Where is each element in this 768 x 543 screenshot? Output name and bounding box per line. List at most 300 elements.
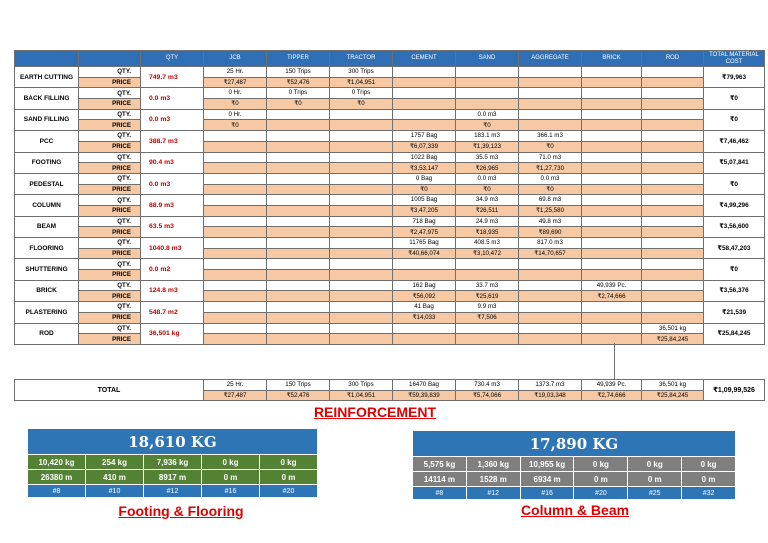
material-price-cell xyxy=(582,312,642,323)
item-quantity: 88.9 m3 xyxy=(141,195,204,216)
material-price-cell xyxy=(582,163,642,174)
rebar-length: 0 m xyxy=(202,470,260,485)
material-price-cell xyxy=(204,141,267,152)
item-quantity: 1040.8 m3 xyxy=(141,238,204,259)
material-qty-cell xyxy=(267,238,330,249)
item-name: PCC xyxy=(15,131,79,152)
material-qty-cell: 0.0 m3 xyxy=(456,109,519,120)
total-cell: 300 Trips xyxy=(330,380,393,391)
material-price-cell: ₹14,70,657 xyxy=(519,248,582,259)
material-price-cell xyxy=(519,312,582,323)
material-price-cell xyxy=(582,99,642,110)
rebar-diameter: #16 xyxy=(202,485,260,498)
row-total-cost: ₹7,46,462 xyxy=(704,131,765,152)
material-price-cell xyxy=(393,77,456,88)
item-name: SAND FILLING xyxy=(15,109,79,130)
item-qty-row xyxy=(15,302,765,313)
item-name: PLASTERING xyxy=(15,302,79,323)
material-price-cell: ₹1,27,730 xyxy=(519,163,582,174)
item-price-row xyxy=(15,163,765,174)
material-qty-cell xyxy=(642,152,704,163)
price-label: PRICE xyxy=(79,141,141,152)
item-quantity: 749.7 m3 xyxy=(141,67,204,88)
price-label: PRICE xyxy=(79,334,141,345)
qty-label: QTY. xyxy=(79,195,141,206)
item-price-row xyxy=(15,205,765,216)
item-name: BACK FILLING xyxy=(15,88,79,109)
material-price-cell xyxy=(204,291,267,302)
item-quantity: 124.8 m3 xyxy=(141,280,204,301)
material-qty-cell xyxy=(267,173,330,184)
material-qty-cell xyxy=(204,216,267,227)
material-price-cell xyxy=(582,77,642,88)
item-quantity: 548.7 m2 xyxy=(141,302,204,323)
material-price-cell: ₹3,47,205 xyxy=(393,205,456,216)
rebar-length: 0 m xyxy=(260,470,318,485)
material-qty-cell xyxy=(582,109,642,120)
material-qty-cell xyxy=(582,88,642,99)
rebar-diameter: #25 xyxy=(628,487,682,500)
material-price-cell xyxy=(330,163,393,174)
material-price-cell: ₹6,07,339 xyxy=(393,141,456,152)
col-header-rod: ROD xyxy=(642,51,704,67)
rebar-length: 1528 m xyxy=(466,472,520,487)
material-price-cell xyxy=(642,120,704,131)
material-qty-cell: 0 Trips xyxy=(330,88,393,99)
item-qty-row xyxy=(15,131,765,142)
material-price-cell xyxy=(393,120,456,131)
rebar-diameter: #8 xyxy=(413,487,467,500)
column-beam-caption: Column & Beam xyxy=(520,502,630,518)
footing-flooring-rebar-table xyxy=(27,428,318,498)
material-qty-cell xyxy=(267,259,330,270)
total-price-cell: ₹5,74,066 xyxy=(456,390,519,401)
item-price-row xyxy=(15,270,765,281)
material-price-cell xyxy=(330,312,393,323)
row-total-cost: ₹4,99,296 xyxy=(704,195,765,216)
material-qty-cell xyxy=(393,109,456,120)
qty-label: QTY. xyxy=(79,259,141,270)
item-price-row xyxy=(15,141,765,152)
material-price-cell xyxy=(267,163,330,174)
total-price-cell: ₹2,74,666 xyxy=(582,390,642,401)
material-price-cell xyxy=(267,141,330,152)
item-qty-row xyxy=(15,195,765,206)
item-price-row xyxy=(15,334,765,345)
item-qty-row xyxy=(15,173,765,184)
material-price-cell xyxy=(204,312,267,323)
material-price-cell: ₹56,092 xyxy=(393,291,456,302)
material-qty-cell xyxy=(582,131,642,142)
row-total-cost: ₹25,84,245 xyxy=(704,323,765,344)
material-qty-cell: 69.8 m3 xyxy=(519,195,582,206)
item-price-row xyxy=(15,184,765,195)
rebar-length: 0 m xyxy=(628,472,682,487)
material-qty-cell: 817.0 m3 xyxy=(519,238,582,249)
material-qty-cell xyxy=(642,195,704,206)
total-cell: 49,939 Pc. xyxy=(582,380,642,391)
material-qty-cell xyxy=(582,216,642,227)
item-price-row xyxy=(15,291,765,302)
material-price-cell xyxy=(519,120,582,131)
qty-label: QTY. xyxy=(79,131,141,142)
material-qty-cell xyxy=(456,323,519,334)
price-label: PRICE xyxy=(79,205,141,216)
material-price-cell xyxy=(330,184,393,195)
material-qty-cell: 34.9 m3 xyxy=(456,195,519,206)
total-cell: 150 Trips xyxy=(267,380,330,391)
material-qty-cell: 36,501 kg xyxy=(642,323,704,334)
material-qty-cell xyxy=(204,131,267,142)
material-qty-cell xyxy=(582,173,642,184)
material-price-cell xyxy=(267,291,330,302)
material-qty-cell xyxy=(204,195,267,206)
price-label: PRICE xyxy=(79,184,141,195)
total-cell: 16470 Bag xyxy=(393,380,456,391)
material-price-cell xyxy=(642,184,704,195)
rebar-length: 8917 m xyxy=(144,470,202,485)
price-label: PRICE xyxy=(79,291,141,302)
total-price-cell: ₹25,84,245 xyxy=(642,390,704,401)
material-price-cell xyxy=(642,141,704,152)
material-qty-cell xyxy=(642,259,704,270)
material-qty-cell xyxy=(267,323,330,334)
material-price-cell: ₹27,487 xyxy=(204,77,267,88)
rebar-weight: 1,360 kg xyxy=(466,457,520,472)
material-qty-cell: 11765 Bag xyxy=(393,238,456,249)
item-name: EARTH CUTTING xyxy=(15,67,79,88)
item-qty-row xyxy=(15,109,765,120)
total-price-cell: ₹1,04,951 xyxy=(330,390,393,401)
col-header-jcb: JCB xyxy=(204,51,267,67)
item-name: FOOTING xyxy=(15,152,79,173)
col-header-cement: CEMENT xyxy=(393,51,456,67)
rebar-length: 410 m xyxy=(86,470,144,485)
rebar-diameter: #20 xyxy=(260,485,318,498)
material-qty-cell xyxy=(330,259,393,270)
item-qty-row xyxy=(15,323,765,334)
material-price-cell: ₹3,10,472 xyxy=(456,248,519,259)
item-qty-row xyxy=(15,216,765,227)
material-qty-cell: 366.1 m3 xyxy=(519,131,582,142)
material-qty-cell xyxy=(204,280,267,291)
item-price-row xyxy=(15,312,765,323)
material-qty-cell xyxy=(642,302,704,313)
col-header-item xyxy=(15,51,79,67)
rod-connector-line xyxy=(614,343,615,379)
row-total-cost: ₹58,47,203 xyxy=(704,238,765,259)
rebar-weight: 0 kg xyxy=(202,455,260,470)
rebar-length: 6934 m xyxy=(520,472,574,487)
item-name: SHUTTERING xyxy=(15,259,79,280)
material-price-cell xyxy=(330,248,393,259)
material-qty-cell xyxy=(330,152,393,163)
material-price-cell xyxy=(204,334,267,345)
material-price-cell: ₹1,25,580 xyxy=(519,205,582,216)
rebar-weight: 7,936 kg xyxy=(144,455,202,470)
grand-total: ₹1,09,99,526 xyxy=(704,380,765,401)
rebar-weight: 10,420 kg xyxy=(28,455,86,470)
row-total-cost: ₹3,56,600 xyxy=(704,216,765,237)
item-qty-row xyxy=(15,259,765,270)
rebar-weight: 10,955 kg xyxy=(520,457,574,472)
material-qty-cell: 1005 Bag xyxy=(393,195,456,206)
qty-label: QTY. xyxy=(79,216,141,227)
material-price-cell xyxy=(204,227,267,238)
material-qty-cell: 49,939 Pc. xyxy=(582,280,642,291)
material-qty-cell: 24.9 m3 xyxy=(456,216,519,227)
row-total-cost: ₹0 xyxy=(704,173,765,194)
footing-flooring-total-weight: 18,610 KG xyxy=(28,429,318,455)
rebar-length: 0 m xyxy=(682,472,736,487)
material-price-cell: ₹14,033 xyxy=(393,312,456,323)
material-price-cell: ₹26,511 xyxy=(456,205,519,216)
material-qty-cell: 35.5 m3 xyxy=(456,152,519,163)
price-label: PRICE xyxy=(79,227,141,238)
material-price-cell xyxy=(642,205,704,216)
material-qty-cell xyxy=(519,109,582,120)
material-price-cell xyxy=(330,227,393,238)
material-qty-cell: 49.8 m3 xyxy=(519,216,582,227)
rebar-weight: 254 kg xyxy=(86,455,144,470)
col-header-type xyxy=(79,51,141,67)
price-label: PRICE xyxy=(79,163,141,174)
material-price-cell xyxy=(330,291,393,302)
price-label: PRICE xyxy=(79,99,141,110)
qty-label: QTY. xyxy=(79,302,141,313)
material-price-cell xyxy=(642,270,704,281)
material-price-cell xyxy=(393,334,456,345)
row-total-cost: ₹0 xyxy=(704,259,765,280)
material-qty-cell xyxy=(582,67,642,78)
material-qty-cell xyxy=(519,259,582,270)
material-price-cell xyxy=(519,77,582,88)
material-qty-cell xyxy=(267,280,330,291)
material-qty-cell xyxy=(519,280,582,291)
material-price-cell xyxy=(519,270,582,281)
totals-qty-row xyxy=(15,380,765,391)
material-price-cell: ₹25,619 xyxy=(456,291,519,302)
material-price-cell xyxy=(642,163,704,174)
material-price-cell xyxy=(330,141,393,152)
qty-label: QTY. xyxy=(79,280,141,291)
total-price-cell: ₹59,39,839 xyxy=(393,390,456,401)
rebar-diameter: #12 xyxy=(466,487,520,500)
material-price-cell: ₹0 xyxy=(393,184,456,195)
material-price-cell: ₹0 xyxy=(330,99,393,110)
column-beam-rebar-table xyxy=(412,430,736,500)
material-price-cell xyxy=(267,184,330,195)
material-price-cell: ₹2,74,666 xyxy=(582,291,642,302)
item-quantity: 0.0 m2 xyxy=(141,259,204,280)
material-qty-cell xyxy=(330,195,393,206)
material-qty-cell: 300 Trips xyxy=(330,67,393,78)
material-qty-cell xyxy=(267,109,330,120)
material-price-cell: ₹52,476 xyxy=(267,77,330,88)
material-qty-cell: 0 Hr. xyxy=(204,88,267,99)
material-price-cell xyxy=(330,205,393,216)
item-quantity: 0.0 m3 xyxy=(141,88,204,109)
material-price-cell: ₹0 xyxy=(456,184,519,195)
rebar-weight: 0 kg xyxy=(682,457,736,472)
material-price-cell xyxy=(519,99,582,110)
item-name: ROD xyxy=(15,323,79,344)
material-qty-cell xyxy=(519,302,582,313)
item-price-row xyxy=(15,248,765,259)
col-header-tipper: TIPPER xyxy=(267,51,330,67)
material-qty-cell xyxy=(519,323,582,334)
material-qty-cell: 1757 Bag xyxy=(393,131,456,142)
material-qty-cell xyxy=(267,216,330,227)
material-qty-cell xyxy=(330,302,393,313)
material-qty-cell: 0 Hr. xyxy=(204,109,267,120)
rebar-weight: 5,575 kg xyxy=(413,457,467,472)
material-qty-cell xyxy=(519,67,582,78)
material-price-cell: ₹0 xyxy=(519,184,582,195)
material-price-cell: ₹40,66,074 xyxy=(393,248,456,259)
material-price-cell xyxy=(330,120,393,131)
header-row xyxy=(15,51,765,67)
qty-label: QTY. xyxy=(79,173,141,184)
material-price-cell xyxy=(204,184,267,195)
material-price-cell: ₹0 xyxy=(267,99,330,110)
material-qty-cell xyxy=(267,195,330,206)
row-total-cost: ₹0 xyxy=(704,88,765,109)
price-label: PRICE xyxy=(79,120,141,131)
material-price-cell xyxy=(267,270,330,281)
material-qty-cell xyxy=(330,216,393,227)
item-name: BEAM xyxy=(15,216,79,237)
material-price-cell: ₹26,965 xyxy=(456,163,519,174)
totals-label: TOTAL xyxy=(15,380,204,401)
qty-label: QTY. xyxy=(79,67,141,78)
total-price-cell: ₹19,03,348 xyxy=(519,390,582,401)
estimate-table xyxy=(14,50,765,345)
material-qty-cell xyxy=(267,152,330,163)
material-qty-cell xyxy=(330,131,393,142)
rebar-weight: 0 kg xyxy=(260,455,318,470)
material-price-cell xyxy=(456,99,519,110)
material-qty-cell xyxy=(642,88,704,99)
material-price-cell xyxy=(582,184,642,195)
qty-label: QTY. xyxy=(79,109,141,120)
price-label: PRICE xyxy=(79,312,141,323)
material-price-cell xyxy=(582,205,642,216)
material-qty-cell xyxy=(642,238,704,249)
material-qty-cell: 0.0 m3 xyxy=(456,173,519,184)
material-qty-cell: 0 Trips xyxy=(267,88,330,99)
material-price-cell: ₹89,690 xyxy=(519,227,582,238)
rebar-weight: 0 kg xyxy=(628,457,682,472)
item-quantity: 90.4 m3 xyxy=(141,152,204,173)
material-price-cell: ₹0 xyxy=(456,120,519,131)
col-header-tractor: TRACTOR xyxy=(330,51,393,67)
material-qty-cell: 33.7 m3 xyxy=(456,280,519,291)
rebar-length: 26380 m xyxy=(28,470,86,485)
material-qty-cell xyxy=(582,323,642,334)
rebar-diameter: #8 xyxy=(28,485,86,498)
rebar-diameter: #20 xyxy=(574,487,628,500)
material-qty-cell: 162 Bag xyxy=(393,280,456,291)
material-qty-cell xyxy=(204,238,267,249)
row-total-cost: ₹0 xyxy=(704,109,765,130)
qty-label: QTY. xyxy=(79,88,141,99)
material-price-cell xyxy=(456,77,519,88)
price-label: PRICE xyxy=(79,270,141,281)
material-qty-cell xyxy=(642,216,704,227)
material-qty-cell xyxy=(204,302,267,313)
material-qty-cell xyxy=(330,323,393,334)
col-header-sand: SAND xyxy=(456,51,519,67)
item-qty-row xyxy=(15,280,765,291)
material-price-cell xyxy=(267,334,330,345)
material-price-cell xyxy=(642,312,704,323)
material-price-cell xyxy=(204,163,267,174)
row-total-cost: ₹3,56,376 xyxy=(704,280,765,301)
total-cell: 25 Hr. xyxy=(204,380,267,391)
material-qty-cell: 41 Bag xyxy=(393,302,456,313)
material-qty-cell xyxy=(519,88,582,99)
rebar-diameter: #10 xyxy=(86,485,144,498)
material-qty-cell: 150 Trips xyxy=(267,67,330,78)
material-qty-cell xyxy=(393,88,456,99)
material-price-cell xyxy=(642,248,704,259)
material-price-cell xyxy=(582,334,642,345)
row-total-cost: ₹5,07,841 xyxy=(704,152,765,173)
material-price-cell xyxy=(456,334,519,345)
material-price-cell: ₹18,935 xyxy=(456,227,519,238)
material-price-cell xyxy=(582,270,642,281)
estimate-body xyxy=(15,67,765,345)
material-price-cell: ₹0 xyxy=(204,99,267,110)
material-price-cell xyxy=(642,291,704,302)
material-qty-cell: 9.9 m3 xyxy=(456,302,519,313)
material-price-cell xyxy=(330,270,393,281)
material-qty-cell xyxy=(642,131,704,142)
footing-flooring-caption: Footing & Flooring xyxy=(118,503,244,519)
item-name: COLUMN xyxy=(15,195,79,216)
material-qty-cell xyxy=(330,173,393,184)
material-qty-cell xyxy=(393,67,456,78)
material-qty-cell: 1022 Bag xyxy=(393,152,456,163)
material-price-cell xyxy=(582,141,642,152)
material-price-cell: ₹2,47,975 xyxy=(393,227,456,238)
material-qty-cell xyxy=(582,238,642,249)
material-qty-cell xyxy=(582,259,642,270)
item-qty-row xyxy=(15,88,765,99)
material-price-cell xyxy=(519,291,582,302)
material-qty-cell xyxy=(582,152,642,163)
rebar-length: 0 m xyxy=(574,472,628,487)
total-price-cell: ₹27,487 xyxy=(204,390,267,401)
item-price-row xyxy=(15,227,765,238)
material-qty-cell xyxy=(456,67,519,78)
col-header-brick: BRICK xyxy=(582,51,642,67)
total-cell: 730.4 m3 xyxy=(456,380,519,391)
material-qty-cell: 408.5 m3 xyxy=(456,238,519,249)
material-price-cell xyxy=(642,227,704,238)
material-qty-cell xyxy=(267,302,330,313)
material-qty-cell xyxy=(582,302,642,313)
material-price-cell: ₹7,506 xyxy=(456,312,519,323)
material-qty-cell xyxy=(204,259,267,270)
material-qty-cell: 71.0 m3 xyxy=(519,152,582,163)
material-price-cell xyxy=(204,248,267,259)
col-header-total-cost: TOTAL MATERIAL COST xyxy=(704,51,765,67)
rebar-diameter: #16 xyxy=(520,487,574,500)
material-qty-cell xyxy=(204,323,267,334)
totals-table xyxy=(14,379,765,401)
